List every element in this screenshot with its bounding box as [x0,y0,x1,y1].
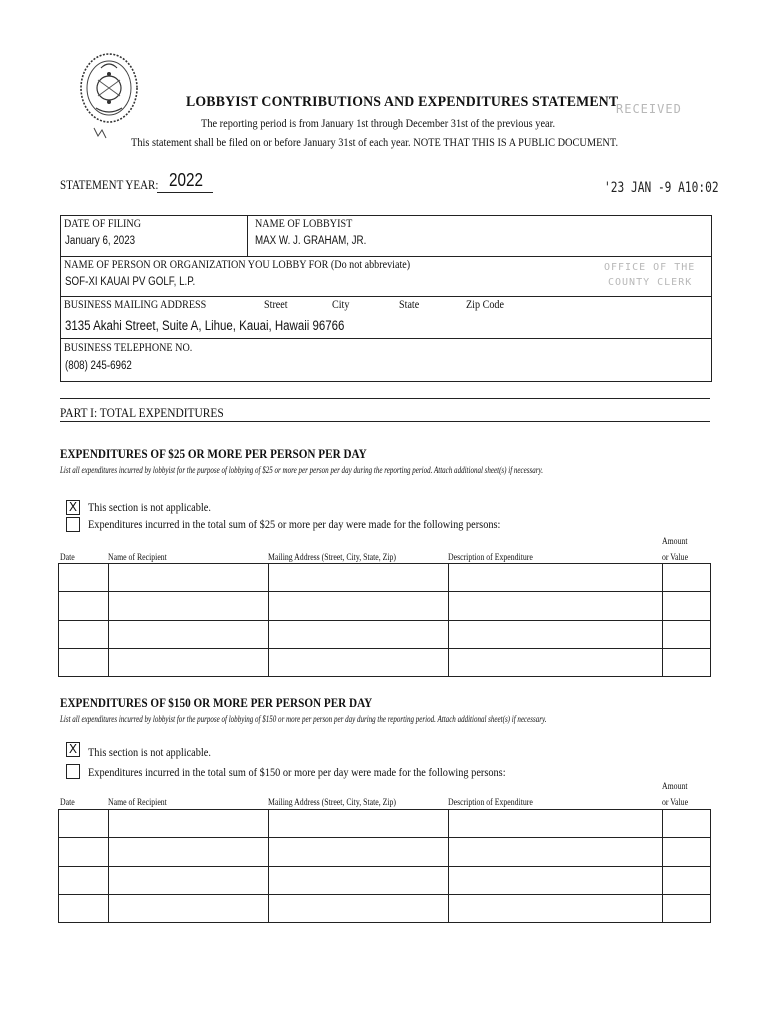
street-label: Street [264,299,288,311]
reporting-period-note: The reporting period is from January 1st through December 31st of the previous year. [201,118,556,130]
col-name-of-recipient-2: Name of Recipient [108,798,167,808]
section-25-not-applicable-label: This section is not applicable. [88,500,211,514]
section-25-note: List all expenditures incurred by lobbyist for the purpose of lobbying of $25 or more per person per day during the reporting period. Attach additional sheet(s) if necessary. [60,465,543,475]
part1-title: PART I: TOTAL EXPENDITURES [60,405,224,420]
date-of-filing-value[interactable]: January 6, 2023 [65,235,136,247]
lobbyist-name-label: NAME OF LOBBYIST [255,218,353,230]
zip-code-label: Zip Code [466,299,504,311]
statement-year-value: 2022 [169,170,204,190]
organization-label: NAME OF PERSON OR ORGANIZATION YOU LOBBY FOR (Do not abbreviate) [64,259,411,271]
section-150-incurred-checkbox[interactable] [66,764,80,779]
telephone-value[interactable]: (808) 245-6962 [65,360,132,372]
col-description: Description of Expenditure [448,553,533,563]
section-150-title: EXPENDITURES OF $150 OR MORE PER PERSON PER DAY [60,695,373,710]
statement-year-field[interactable] [157,170,213,193]
mailing-address-value[interactable]: 3135 Akahi Street, Suite A, Lihue, Kauai, Hawaii 96766 [65,318,345,333]
col-mailing-address: Mailing Address (Street, City, State, Zip) [268,553,397,563]
county-seal-logo [76,50,142,140]
col-mailing-address-2: Mailing Address (Street, City, State, Zip) [268,798,397,808]
col-name-of-recipient: Name of Recipient [108,553,167,563]
statement-year-label: STATEMENT YEAR: [60,178,159,192]
organization-value[interactable]: SOF-XI KAUAI PV GOLF, L.P. [65,276,196,288]
section-150-note: List all expenditures incurred by lobbyist for the purpose of lobbying of $150 or more per person per day during the reporting period. Attach additional sheet(s) if necessary. [60,714,547,724]
section-25-not-applicable-checkbox[interactable]: X [66,500,80,515]
office-stamp: OFFICE OF THE [604,262,696,273]
section-150-table [58,809,713,925]
telephone-label: BUSINESS TELEPHONE NO. [64,342,193,354]
col-date-2: Date [60,798,75,808]
section-25-title: EXPENDITURES OF $25 OR MORE PER PERSON PER DAY [60,446,367,461]
col-amount-label-2: Amount [662,782,688,792]
city-label: City [332,299,350,311]
section-150-not-applicable-checkbox[interactable]: X [66,742,80,757]
section-150-not-applicable-label: This section is not applicable. [88,745,211,759]
section-25-incurred-checkbox[interactable] [66,517,80,532]
date-time-stamp: '23 JAN -9 A10:02 [604,180,719,196]
col-description-2: Description of Expenditure [448,798,533,808]
section-25-table [58,563,713,679]
section-25-incurred-label: Expenditures incurred in the total sum of $25 or more per day were made for the following persons: [88,517,501,531]
received-stamp: RECEIVED [616,102,682,116]
county-clerk-stamp: COUNTY CLERK [608,277,693,288]
lobbyist-info-box [60,215,712,382]
col-date: Date [60,553,75,563]
filing-deadline-note: This statement shall be filed on or before January 31st of each year. NOTE THAT THIS IS A PUBLIC DOCUMENT. [131,137,619,149]
col-or-value-2: or Value [662,798,689,808]
col-or-value: or Value [662,553,689,563]
part1-bottom-rule [60,421,710,422]
mailing-address-label: BUSINESS MAILING ADDRESS [64,299,207,311]
form-title: LOBBYIST CONTRIBUTIONS AND EXPENDITURES STATEMENT [186,94,619,110]
state-label: State [399,299,420,311]
date-of-filing-label: DATE OF FILING [64,218,142,230]
part1-top-rule [60,398,710,399]
section-150-incurred-label: Expenditures incurred in the total sum of $150 or more per day were made for the following persons: [88,765,506,779]
col-amount-label: Amount [662,537,688,547]
lobbyist-name-value[interactable]: MAX W. J. GRAHAM, JR. [255,235,367,247]
